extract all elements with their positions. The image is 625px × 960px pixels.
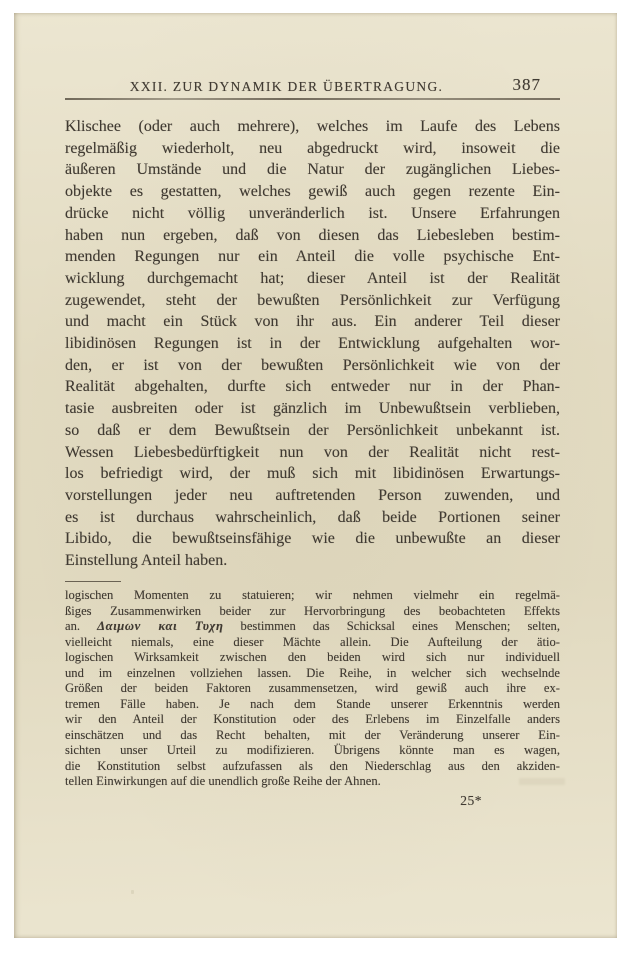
footnote-greek-pre: an. <box>65 619 98 633</box>
body-line: tasie ausbreiten oder ist gänzlich im Unbewußtsein verblieben, <box>65 400 560 418</box>
footnote-greek-post: bestimmen das Schicksal eines Menschen; selten, <box>223 619 560 633</box>
footnote-line: einschätzen und das Recht behalten, mit der Veränderung unserer Ein- <box>65 727 560 742</box>
footnote-line: logischen Momenten zu statuieren; wir nehmen vielmehr ein regelmä- <box>65 588 560 602</box>
running-header-title: XXII. ZUR DYNAMIK DER ÜBERTRAGUNG. <box>129 79 444 94</box>
body-line: los befriedigt wird, der muß sich mit libidinösen Erwartungs- <box>65 465 560 483</box>
body-line: regelmäßig wiederholt, neu abgedruckt wird, insoweit die <box>65 139 560 157</box>
signature-mark: 25* <box>460 793 482 808</box>
footnote-text <box>65 588 560 790</box>
body-line: äußeren Umstände und die Natur der zugänglichen Liebes- <box>65 161 560 179</box>
footnote-line: die Konstitution selbst aufzufassen als den Niederschlag aus den akziden- <box>65 758 560 773</box>
footnote-line: tremen Fälle haben. Je nach dem Stande unserer Erkenntnis werden <box>65 696 560 711</box>
body-line: so daß er dem Bewußtsein der Persönlichkeit unbekannt ist. <box>65 421 560 439</box>
body-text <box>65 116 560 572</box>
scan-speck <box>519 778 565 785</box>
body-line: drücke nicht völlig unveränderlich ist. Unsere Erfahrungen <box>65 204 560 222</box>
paper-page <box>14 13 617 938</box>
body-line: wicklung durchgemacht hat; dieser Anteil ist der Realität <box>65 269 560 287</box>
footnote-line: vielleicht niemals, eine dieser Mächte allein. Die Aufteilung der ätio- <box>65 634 560 649</box>
footnote-line: Größen der beiden Faktoren zusammensetzen, wird gewiß auch ihre ex- <box>65 681 560 695</box>
body-line: den, er ist von der bewußten Persönlichkeit wie von der <box>65 356 560 374</box>
body-line: zugewendet, steht der bewußten Persönlichkeit zur Verfügung <box>65 291 560 309</box>
footnote-line: sichten unser Urteil zu modifizieren. Übrigens könnte man es wagen, <box>65 743 560 757</box>
body-line: vorstellungen jeder neu auftretenden Person zuwenden, und <box>65 486 560 504</box>
footnote-line: wir den Anteil der Konstitution oder des Erlebens im Einzelfalle anders <box>65 712 560 726</box>
body-line: menden Regungen nur ein Anteil die volle psychische Ent- <box>65 248 560 266</box>
body-line: Wessen Liebesbedürftigkeit nun von der Realität nicht rest- <box>65 443 560 461</box>
footnote-separator-rule <box>65 581 121 582</box>
body-line: Klischee (oder auch mehrere), welches im Laufe des Lebens <box>65 118 560 135</box>
footnote-line: und im einzelnen vollziehen lassen. Die Reihe, in welcher sich wechselnde <box>65 665 560 680</box>
body-line: Libido, die bewußtseinsfähige wie die unbewußte an dieser <box>65 530 560 548</box>
body-line: Realität abgehalten, durfte sich entweder nur in der Phan- <box>65 378 560 396</box>
footnote-line-last: tellen Einwirkungen auf die unendlich große Reihe der Ahnen. <box>65 774 381 788</box>
header-rule <box>65 98 560 100</box>
body-line: es ist durchaus wahrscheinlich, daß beide Portionen seiner <box>65 508 560 526</box>
scan-speck <box>131 890 134 894</box>
page-number: 387 <box>512 75 541 94</box>
footnote-line-greek <box>65 619 560 635</box>
greek-phrase: Δαιμων και Τυχη <box>97 619 224 633</box>
body-line-last: Einstellung Anteil haben. <box>65 552 228 570</box>
footnote-line: ßiges Zusammenwirken beider zur Hervorbringung des beobachteten Effekts <box>65 603 560 618</box>
body-line: libidinösen Regungen ist in der Entwicklung aufgehalten wor- <box>65 335 560 353</box>
body-line: und macht ein Stück von ihr aus. Ein anderer Teil dieser <box>65 313 560 331</box>
footnote-line: logischen Wirksamkeit zwischen den beiden wird sich nur individuell <box>65 650 560 664</box>
text-column <box>65 13 560 938</box>
body-line: haben nun ergeben, daß von diesen das Liebesleben bestim- <box>65 226 560 244</box>
body-line: objekte es gestatten, welches gewiß auch gegen rezente Ein- <box>65 183 560 201</box>
